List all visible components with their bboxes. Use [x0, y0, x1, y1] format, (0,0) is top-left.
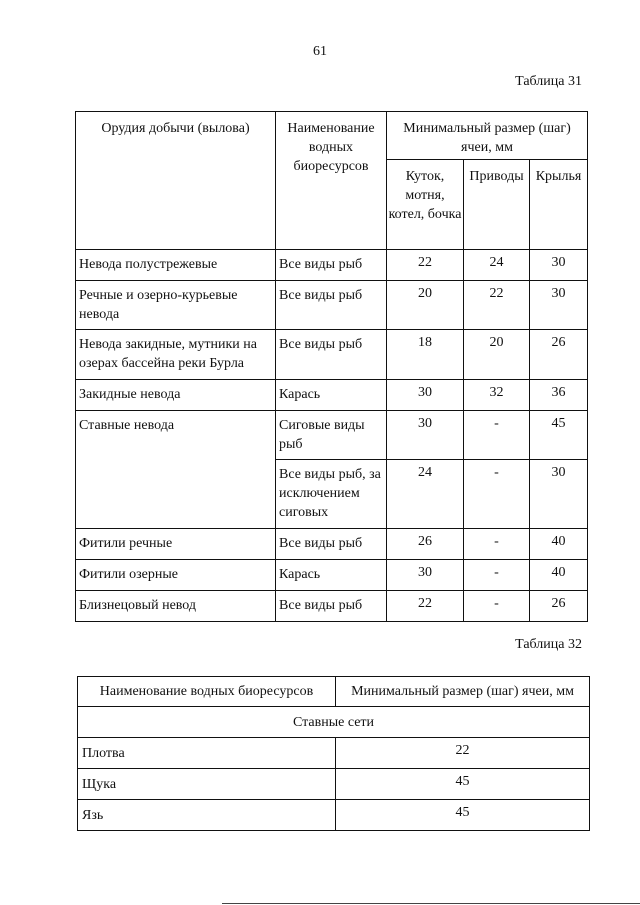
table-31-caption: Таблица 31	[515, 74, 582, 89]
header-krylya: Крылья	[530, 160, 588, 250]
table-31	[75, 111, 588, 622]
privody-cell: -	[464, 529, 530, 560]
species-cell: Плотва	[78, 738, 336, 769]
mesh-cell: 45	[336, 769, 590, 800]
gear-cell: Невода полустрежевые	[76, 250, 276, 281]
krylya-cell: 40	[530, 560, 588, 591]
krylya-cell: 36	[530, 380, 588, 411]
table-row	[78, 769, 590, 800]
species-cell: Все виды рыб	[276, 250, 387, 281]
table-32	[77, 676, 590, 831]
page-bottom-rule	[222, 903, 640, 904]
krylya-cell: 26	[530, 591, 588, 622]
krylya-cell: 30	[530, 281, 588, 330]
species-cell: Сиговые виды рыб	[276, 411, 387, 460]
table-row	[76, 281, 588, 330]
kutok-cell: 26	[387, 529, 464, 560]
privody-cell: -	[464, 460, 530, 529]
privody-cell: 20	[464, 330, 530, 380]
krylya-cell: 26	[530, 330, 588, 380]
privody-cell: -	[464, 560, 530, 591]
privody-cell: -	[464, 411, 530, 460]
species-cell: Все виды рыб	[276, 591, 387, 622]
table-row	[76, 560, 588, 591]
kutok-cell: 30	[387, 380, 464, 411]
krylya-cell: 30	[530, 460, 588, 529]
kutok-cell: 30	[387, 560, 464, 591]
table-row	[76, 250, 588, 281]
gear-cell: Ставные невода	[76, 411, 276, 529]
species-cell: Все виды рыб	[276, 330, 387, 380]
species-cell: Язь	[78, 800, 336, 831]
kutok-cell: 30	[387, 411, 464, 460]
kutok-cell: 22	[387, 591, 464, 622]
privody-cell: 32	[464, 380, 530, 411]
header-privody: Приводы	[464, 160, 530, 250]
species-cell: Все виды рыб	[276, 281, 387, 330]
table-row	[76, 330, 588, 380]
privody-cell: 24	[464, 250, 530, 281]
table-row	[76, 529, 588, 560]
table-row	[78, 738, 590, 769]
gear-cell: Невода закидные, мутники на озерах бассейна реки Бурла	[76, 330, 276, 380]
krylya-cell: 30	[530, 250, 588, 281]
kutok-cell: 22	[387, 250, 464, 281]
gear-cell: Фитили речные	[76, 529, 276, 560]
krylya-cell: 40	[530, 529, 588, 560]
privody-cell: 22	[464, 281, 530, 330]
species-cell: Карась	[276, 560, 387, 591]
header-species: Наименование водных биоресурсов	[276, 112, 387, 250]
header-gear: Орудия добычи (вылова)	[76, 112, 276, 250]
table-row	[76, 591, 588, 622]
table-row	[76, 380, 588, 411]
gear-cell: Фитили озерные	[76, 560, 276, 591]
header-species: Наименование водных биоресурсов	[78, 677, 336, 707]
section-heading: Ставные сети	[78, 707, 590, 738]
kutok-cell: 18	[387, 330, 464, 380]
table-row	[76, 411, 588, 460]
kutok-cell: 24	[387, 460, 464, 529]
mesh-cell: 45	[336, 800, 590, 831]
species-cell: Все виды рыб, за исключением сиговых	[276, 460, 387, 529]
gear-cell: Близнецовый невод	[76, 591, 276, 622]
privody-cell: -	[464, 591, 530, 622]
header-mesh-size: Минимальный размер (шаг) ячеи, мм	[336, 677, 590, 707]
gear-cell: Закидные невода	[76, 380, 276, 411]
mesh-cell: 22	[336, 738, 590, 769]
kutok-cell: 20	[387, 281, 464, 330]
header-kutok: Куток, мотня, котел, бочка	[387, 160, 464, 250]
species-cell: Карась	[276, 380, 387, 411]
page-number: 61	[313, 44, 327, 59]
species-cell: Все виды рыб	[276, 529, 387, 560]
species-cell: Щука	[78, 769, 336, 800]
table-row	[78, 800, 590, 831]
header-mesh-size: Минимальный размер (шаг) ячеи, мм	[387, 112, 588, 160]
krylya-cell: 45	[530, 411, 588, 460]
table-32-caption: Таблица 32	[515, 637, 582, 652]
gear-cell: Речные и озерно-курьевые невода	[76, 281, 276, 330]
